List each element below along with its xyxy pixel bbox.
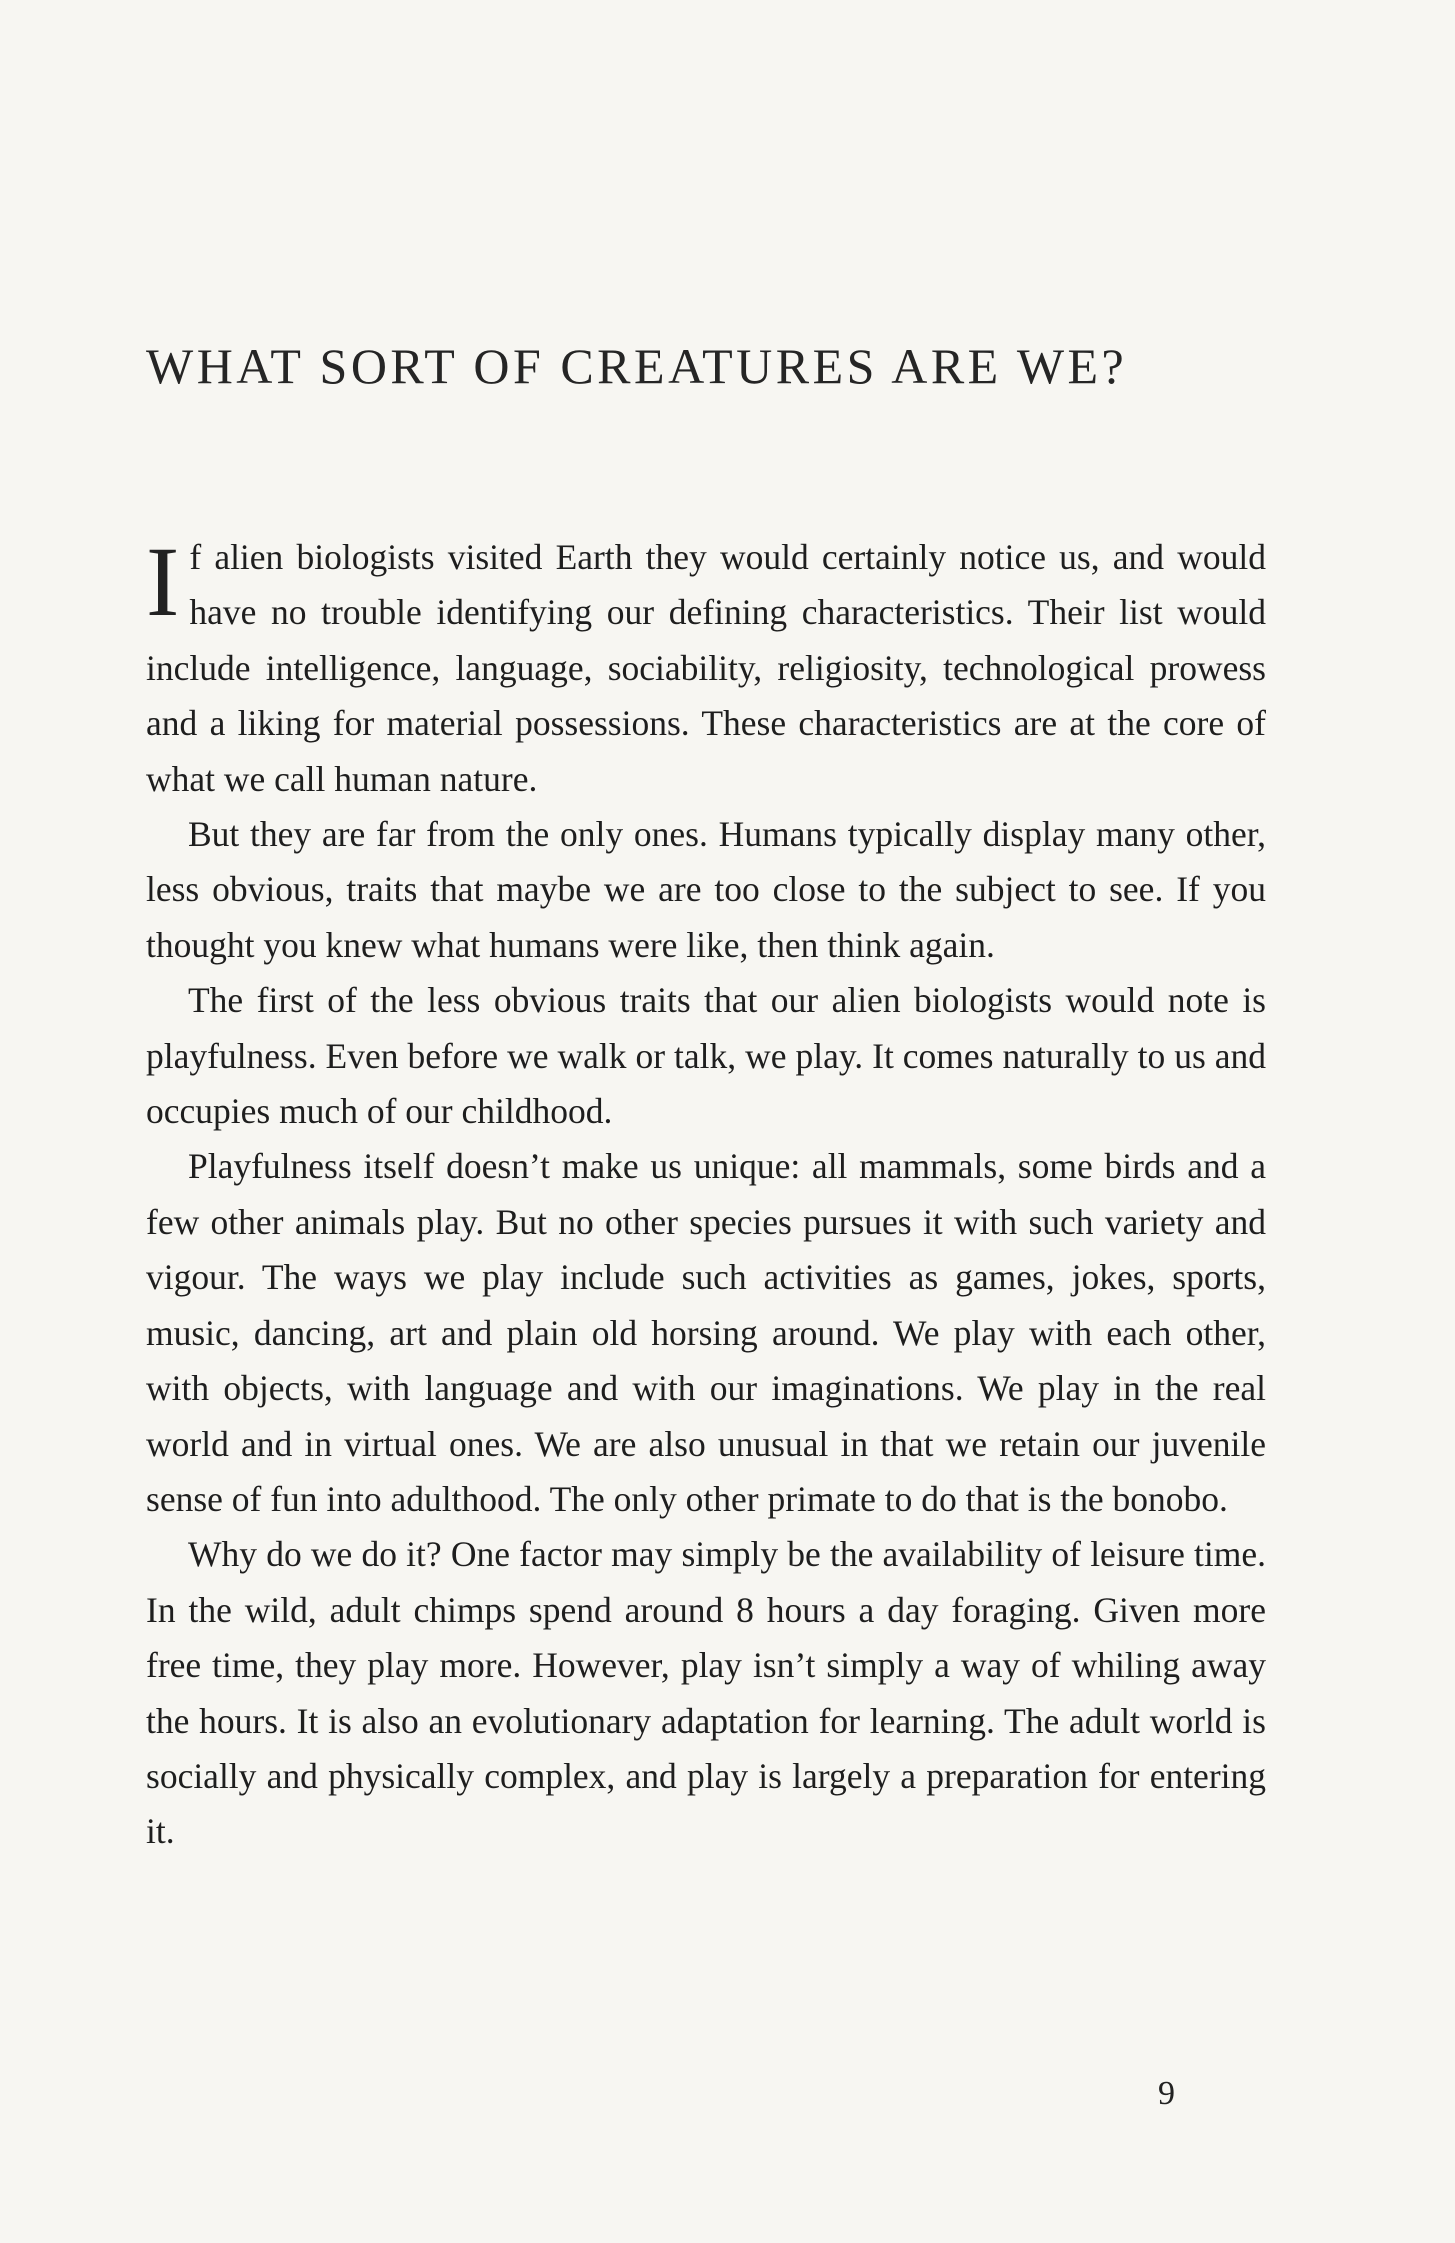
paragraph-3: The first of the less obvious traits that our alien biologists would note is playfulness. Even before we walk or talk, we play. It comes naturally to us and occupies much of our childhood. — [146, 980, 1266, 1132]
paragraph-5: Why do we do it? One factor may simply be the availability of leisure time. In the wild, adult chimps spend around 8 hours a day foraging. Given more free time, they play more. However, play isn’t simply a way of whiling away the hours. It is also an evolutionary adaptation for learning. The adult world is socially and physically complex, and play is largely a preparation for entering it. — [146, 1534, 1266, 1852]
paragraph-2: But they are far from the only ones. Humans typically display many other, less obvious, traits that maybe we are too close to the subject to see. If you thought you knew what humans were like, then think again. — [146, 814, 1266, 965]
paragraph-1 — [146, 526, 1266, 807]
page-number: 9 — [1158, 2075, 1175, 2112]
drop-cap: I — [146, 526, 180, 637]
page-title: WHAT SORT OF CREATURES ARE WE? — [146, 337, 1128, 394]
paragraph-4: Playfulness itself doesn’t make us unique: all mammals, some birds and a few other animals play. But no other species pursues it with such variety and vigour. The ways we play include such activities as games, jokes, sports, music, dancing, art and plain old horsing around. We play with each other, with objects, with language and with our imaginations. We play in the real world and in virtual ones. We are also unusual in that we retain our juvenile sense of fun into adulthood. The only other primate to do that is the bonobo. — [146, 1146, 1266, 1519]
paragraph-1-text: f alien biologists visited Earth they would certainly notice us, and would have no trouble identifying our defining characteristics. Their list would include intelligence, language, sociability, religiosity, technological prowess and a liking for material possessions. These characteristics are at the core of what we call human nature. — [146, 537, 1266, 799]
body-text — [146, 526, 1266, 1860]
